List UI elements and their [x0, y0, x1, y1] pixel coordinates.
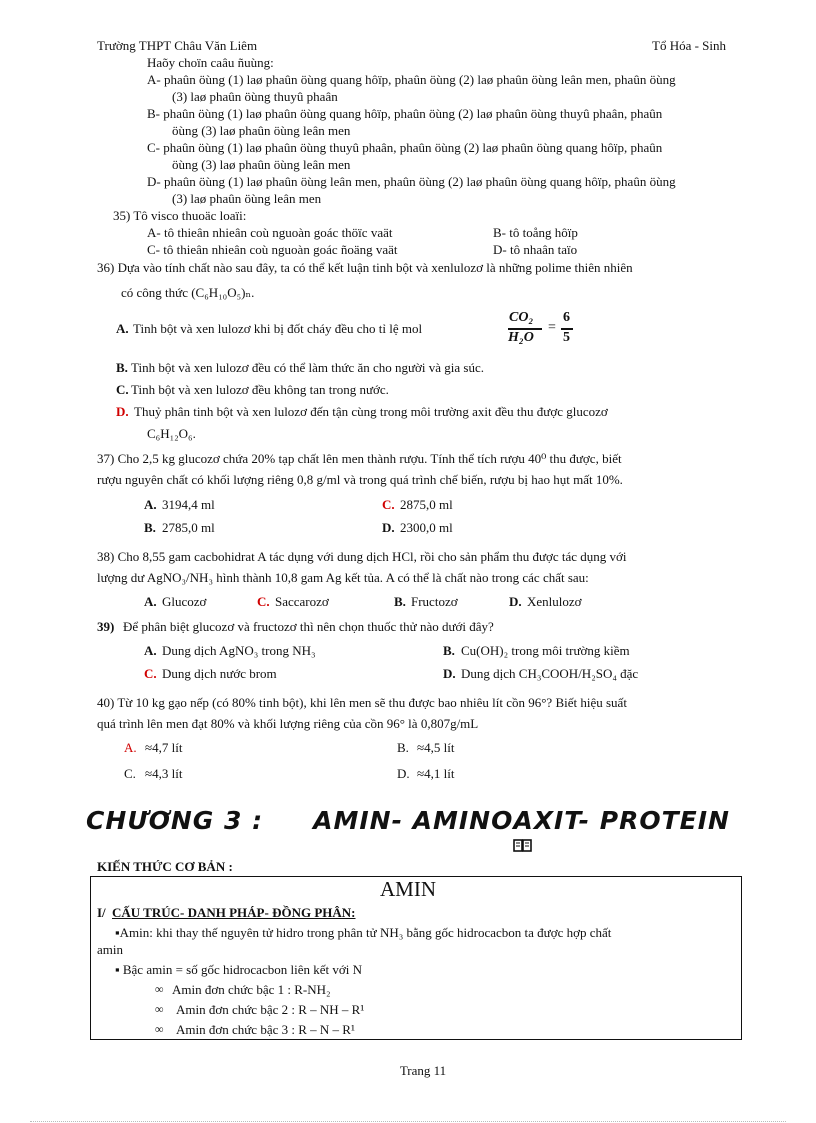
page-number: Trang 11	[399, 1063, 447, 1078]
q39-option-c-label: C.	[144, 666, 157, 681]
q37-option-d: 2300,0 ml	[400, 520, 453, 535]
q35-option-a: A- tô thieân nhieân coù nguoàn goác thöïc vaät	[147, 225, 393, 240]
q37-stem-cont: rượu nguyên chất có khối lượng riêng 0,8 g/ml và trong quá trình chế biến, rượu bị hao hụt mất 10%.	[97, 472, 623, 487]
q37-option-b: 2785,0 ml	[162, 520, 215, 535]
q40-option-d-label: D.	[397, 766, 410, 781]
amin-definition: ▪Amin: khi thay thế nguyên tử hidro trong phân tử NH₃ bằng gốc hidrocacbon ta được hợp chất	[115, 925, 612, 940]
amin-degree-1: Amin đơn chức bậc 1 : R-NH₂	[172, 982, 331, 997]
chapter-number: CHƯƠNG 3 :	[86, 806, 264, 835]
amin-subsection-number: I/	[97, 905, 106, 920]
q39-option-b-label: B.	[443, 643, 455, 658]
q34-option-d-cont: (3) laø phaûn öùng leân men	[172, 191, 322, 206]
school-name: Trường THPT Châu Văn Liêm	[97, 38, 258, 53]
q38-option-c-label: C.	[257, 594, 270, 609]
q34-option-b: B- phaûn öùng (1) laø phaûn öùng quang hôïp, phaûn öùng (2) laø phaûn öùng thuyû phaân, phaûn	[147, 106, 663, 121]
q36-stem-cont: có công thức (C₆H₁₀O₅)ₙ.	[121, 285, 255, 300]
q34-prompt: Haõy choïn caâu ñuùng:	[147, 55, 274, 70]
q40-option-a: ≈4,7 lít	[145, 740, 183, 755]
q38-option-b-label: B.	[394, 594, 406, 609]
q38-option-d-label: D.	[509, 594, 522, 609]
section-heading: KIẾN THỨC CƠ BẢN :	[97, 859, 233, 874]
q39-option-d-label: D.	[443, 666, 456, 681]
q40-option-b-label: B.	[397, 740, 409, 755]
q34-option-c-cont: öùng (3) laø phaûn öùng leân men	[172, 157, 351, 172]
q37-stem: 37) Cho 2,5 kg glucozơ chứa 20% tạp chất lên men thành rượu. Tính thể tích rượu 40⁰ thu được, biết	[97, 451, 622, 466]
q40-option-c-label: C.	[124, 766, 136, 781]
q35-stem: 35) Tô visco thuoäc loaïi:	[113, 208, 247, 223]
q34-option-a-cont: (3) laø phaûn öùng thuyû phaân	[172, 89, 338, 104]
amin-order-definition: ▪ Bậc amin = số gốc hidrocacbon liên kết với N	[115, 962, 362, 977]
q37-option-a: 3194,4 ml	[162, 497, 215, 512]
q39-number: 39)	[97, 619, 115, 634]
q34-option-c: C- phaûn öùng (1) laø phaûn öùng thuyû phaân, phaûn öùng (2) laø phaûn öùng quang hôïp, phaûn	[147, 140, 663, 155]
department-name: Tổ Hóa - Sinh	[652, 38, 727, 53]
q38-stem: 38) Cho 8,55 gam cacbohidrat A tác dụng với dung dịch HCl, rồi cho sản phẩm thu được tác dụng với	[97, 549, 627, 564]
amin-definition-cont: amin	[97, 942, 123, 957]
q39-option-d: Dung dịch CH₃COOH/H₂SO₄ đặc	[461, 666, 639, 681]
q36-option-a-label: A.	[116, 321, 129, 336]
amin-subsection-title: CẤU TRÚC- DANH PHÁP- ĐỒNG PHÂN:	[112, 905, 356, 920]
q36-option-c: Tinh bột và xen lulozơ đều không tan trong nước.	[131, 382, 389, 397]
q38-stem-cont: lượng dư AgNO₃/NH₃ hình thành 10,8 gam Ag kết tủa. A có thể là chất nào trong các chất sau:	[97, 570, 589, 585]
q35-option-d: D- tô nhaân taïo	[493, 242, 578, 257]
fraction-numerator-co2: CO₂	[509, 310, 534, 325]
q37-option-c: 2875,0 ml	[400, 497, 453, 512]
q36-option-b-label: B.	[116, 360, 128, 375]
q39-option-a-label: A.	[144, 643, 157, 658]
q35-option-b: B- tô toång hôïp	[493, 225, 578, 240]
q39-option-b: Cu(OH)₂ trong môi trường kiềm	[461, 643, 630, 658]
fraction-numerator-6: 6	[563, 310, 570, 325]
q36-stem: 36) Dựa vào tính chất nào sau đây, ta có thể kết luận tinh bột và xenlulozơ là những polime thiên nhiên	[97, 260, 633, 275]
fraction-equals: =	[548, 320, 556, 335]
q38-option-c: Saccarozơ	[275, 594, 329, 609]
q40-option-c: ≈4,3 lít	[145, 766, 183, 781]
q36-option-d: Thuỷ phân tinh bột và xen lulozơ đến tận cùng trong môi trường axit đều thu được glucozơ	[134, 404, 608, 419]
amin-box-title: AMIN	[380, 877, 436, 901]
q40-option-d: ≈4,1 lít	[417, 766, 455, 781]
q35-option-c: C- tô thieân nhieân coù nguoàn goác ñoäng vaät	[147, 242, 398, 257]
q36-option-c-label: C.	[116, 382, 129, 397]
q39-option-c: Dung dịch nước brom	[162, 666, 277, 681]
q40-stem-cont: quá trình lên men đạt 80% và khối lượng riêng của cồn 96° là 0,807g/mL	[97, 716, 479, 731]
bullet-icon: ∞	[155, 1002, 164, 1016]
q38-option-a-label: A.	[144, 594, 157, 609]
bullet-icon: ∞	[155, 1022, 164, 1036]
q37-option-d-label: D.	[382, 520, 395, 535]
q40-stem: 40) Từ 10 kg gạo nếp (có 80% tinh bột), khi lên men sẽ thu được bao nhiêu lít cồn 96°? Biết hiệu suất	[97, 695, 627, 710]
q38-option-d: Xenlulozơ	[527, 594, 582, 609]
amin-degree-3: Amin đơn chức bậc 3 : R – N – R¹	[176, 1022, 355, 1037]
q36-option-d-formula: C₆H₁₂O₆.	[147, 426, 196, 441]
q38-option-a: Glucozơ	[162, 594, 207, 609]
q39-option-a: Dung dịch AgNO₃ trong NH₃	[162, 643, 316, 658]
page-divider	[30, 1121, 786, 1122]
q36-option-d-label: D.	[116, 404, 129, 419]
q40-option-a-label: A.	[124, 740, 137, 755]
q34-option-d: D- phaûn öùng (1) laø phaûn öùng leân men, phaûn öùng (2) laø phaûn öùng quang hôïp, phaûn öùng	[147, 174, 676, 189]
q37-option-b-label: B.	[144, 520, 156, 535]
q36-option-b: Tinh bột và xen lulozơ đều có thể làm thức ăn cho người và gia súc.	[131, 360, 485, 375]
fraction-denominator-5: 5	[563, 330, 570, 345]
q40-option-b: ≈4,5 lít	[417, 740, 455, 755]
q34-option-b-cont: öùng (3) laø phaûn öùng leân men	[172, 123, 351, 138]
fraction-denominator-h2o: H₂O	[508, 330, 534, 345]
q37-option-c-label: C.	[382, 497, 395, 512]
chapter-heading	[0, 806, 816, 835]
q39-stem: Để phân biệt glucozơ và fructozơ thì nên chọn thuốc thử nào dưới đây?	[123, 619, 494, 634]
chapter-title: AMIN- AMINOAXIT- PROTEIN	[313, 806, 730, 835]
q37-option-a-label: A.	[144, 497, 157, 512]
open-book-icon	[513, 839, 532, 852]
q36-option-a: Tinh bột và xen lulozơ khi bị đốt cháy đều cho tỉ lệ mol	[133, 321, 423, 336]
q34-option-a: A- phaûn öùng (1) laø phaûn öùng quang hôïp, phaûn öùng (2) laø phaûn öùng leân men, phaûn öùng	[147, 72, 676, 87]
q38-option-b: Fructozơ	[411, 594, 458, 609]
bullet-icon: ∞	[155, 982, 164, 996]
amin-degree-2: Amin đơn chức bậc 2 : R – NH – R¹	[176, 1002, 365, 1017]
